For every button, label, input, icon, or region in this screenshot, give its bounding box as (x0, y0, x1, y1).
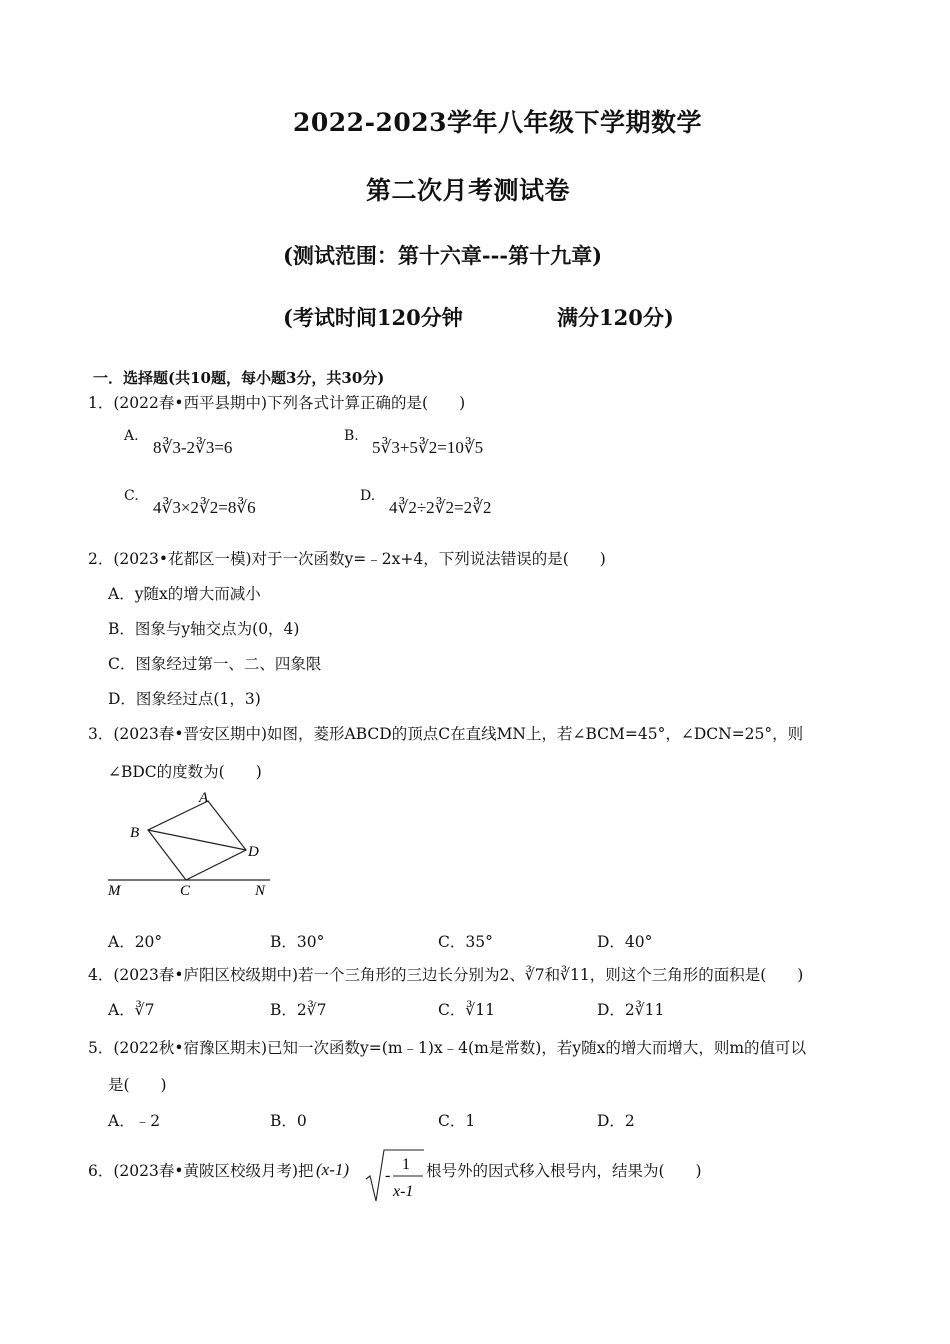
q1-option-c: 4∛3×2∛2=8∛6 (153, 498, 256, 517)
label-b: B (130, 825, 140, 841)
q4-option-d: D．2∛11 (597, 1001, 665, 1019)
page-title: 2022-2023学年八年级下学期数学 (293, 108, 703, 137)
label-d: D (248, 844, 259, 860)
q2-option-a: A．y随x的增大而减小 (108, 585, 261, 603)
q1-option-a: 8∛3-2∛3=6 (153, 438, 233, 457)
q5-option-c: C．1 (438, 1112, 476, 1130)
q5-option-b: B．0 (270, 1112, 307, 1130)
question-6-prefix: 6．(2023春•黄陂区校级月考)把 (88, 1162, 314, 1180)
fraction-denominator: x-1 (393, 1183, 414, 1200)
q3-option-d: D．40° (597, 933, 653, 951)
q1-option-d: 4∛2÷2∛2=2∛2 (389, 498, 492, 517)
question-2-stem: 2．(2023•花都区一模)对于一次函数y=﹣2x+4，下列说法错误的是( ) (88, 550, 606, 568)
question-6-suffix: 根号外的因式移入根号内，结果为( ) (426, 1162, 702, 1180)
label-n: N (255, 883, 266, 899)
q4-option-b: B．2∛7 (270, 1001, 327, 1019)
label-a: A (199, 790, 209, 806)
radical-minus: - (385, 1167, 391, 1184)
q1-option-c-label: C. (124, 488, 139, 504)
q4-option-c: C．∛11 (438, 1001, 495, 1019)
question-1-stem: 1．(2022春•西平县期中)下列各式计算正确的是( ) (88, 394, 466, 412)
question-5-stem-line1: 5．(2022秋•宿豫区期末)已知一次函数y=(m﹣1)x﹣4(m是常数)，若y随x的增大而增大，则m的值可以 (88, 1039, 807, 1057)
q4-option-a: A．∛7 (108, 1001, 155, 1019)
q5-option-a: A．﹣2 (108, 1112, 161, 1130)
question-4-stem: 4．(2023春•庐阳区校级期中)若一个三角形的三边长分别为2、∛7和∛11，则这个三角形的面积是( ) (88, 966, 804, 984)
q5-option-d: D．2 (597, 1112, 635, 1130)
fraction-numerator: 1 (402, 1156, 410, 1173)
q3-option-c: C．35° (438, 933, 493, 951)
question-5-stem-line2: 是( ) (108, 1076, 167, 1094)
question-3-stem-line2: ∠BDC的度数为( ) (108, 763, 262, 781)
question-3-stem-line1: 3．(2023春•晋安区期中)如图，菱形ABCD的顶点C在直线MN上，若∠BCM=45°，∠DCN=25°，则 (88, 725, 804, 743)
q2-option-d: D．图象经过点(1，3) (108, 690, 261, 708)
diagonal-bd (148, 830, 246, 850)
test-scope: (测试范围：第十六章---第十九章) (283, 243, 603, 268)
rhombus-figure (100, 785, 290, 900)
q3-option-b: B．30° (270, 933, 325, 951)
q2-option-c: C．图象经过第一、二、四象限 (108, 655, 322, 673)
exam-time: (考试时间120分钟 (283, 305, 463, 330)
q1-option-b-label: B. (344, 428, 359, 444)
q1-option-d-label: D. (360, 488, 376, 504)
section-heading: 一．选择题(共10题，每小题3分，共30分) (93, 369, 385, 387)
q3-option-a: A．20° (108, 933, 163, 951)
label-m: M (108, 883, 121, 899)
q6-radical (364, 1147, 426, 1205)
full-score: 满分120分) (557, 305, 674, 330)
page-subtitle: 第二次月考测试卷 (366, 176, 571, 205)
q1-option-b: 5∛3+5∛2=10∛5 (372, 438, 484, 457)
q1-option-a-label: A. (124, 428, 139, 444)
q2-option-b: B．图象与y轴交点为(0，4) (108, 620, 300, 638)
q6-factor: (x-1) (316, 1160, 350, 1179)
label-c: C (180, 883, 191, 899)
